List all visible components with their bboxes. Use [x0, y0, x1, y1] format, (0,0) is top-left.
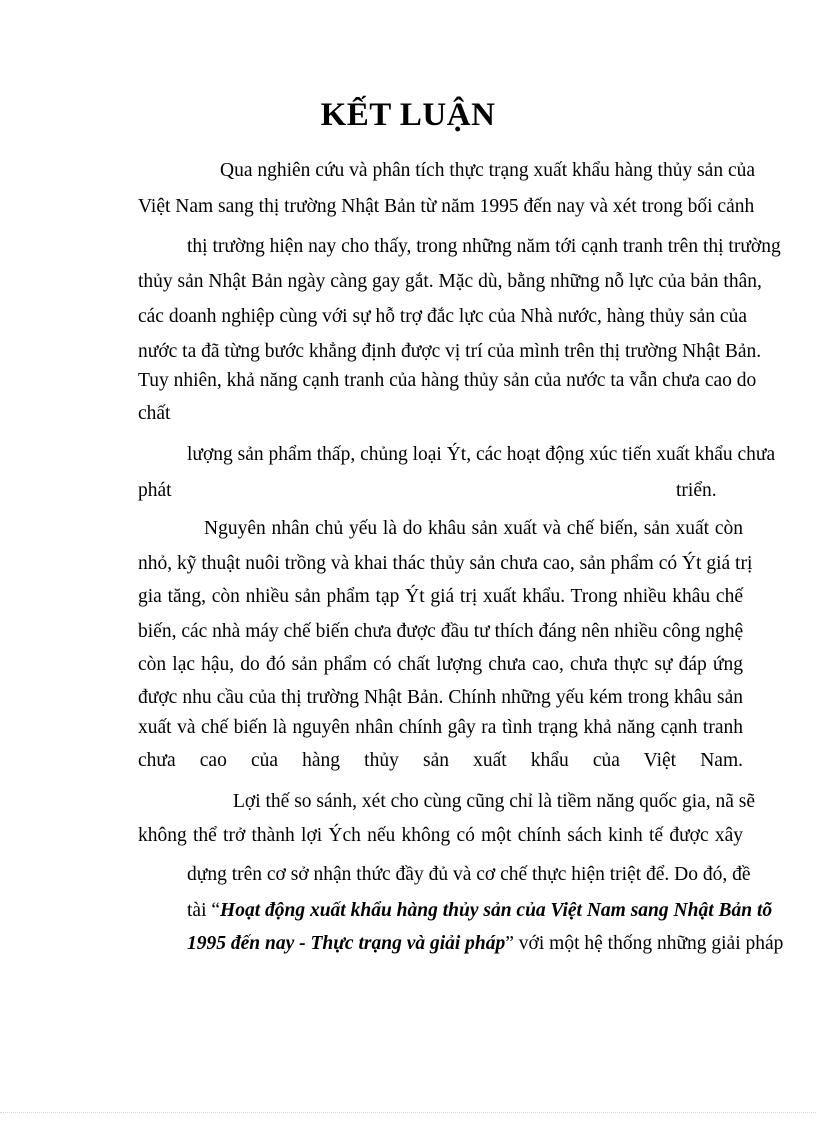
paragraph-1-line-3: thị trường hiện nay cho thấy, trong những năm tới cạnh tranh trên thị trường [187, 236, 781, 257]
paragraph-1-line-6: nước ta đã từng bước khẳng định được vị trí của mình trên thị trường Nhật Bản. [138, 341, 762, 362]
paragraph-2-line-6: được nhu cầu của thị trường Nhật Bản. Chính những yếu kém trong khâu sản [138, 687, 743, 708]
paragraph-3-line-1: Lợi thế so sánh, xét cho cùng cũng chỉ là tiềm năng quốc gia, nã sẽ [233, 791, 756, 812]
paragraph-1-line-7: Tuy nhiên, khả năng cạnh tranh của hàng thủy sản của nước ta vẫn chưa cao do [138, 370, 757, 391]
quote-close-text: ” với một hệ thống những giải pháp [505, 933, 784, 954]
page-title: KẾT LUẬN [320, 97, 496, 133]
paragraph-3-line-3: dựng trên cơ sở nhận thức đầy đủ và cơ chế thực hiện triệt để. Do đó, đề [187, 864, 751, 885]
paragraph-2-line-8: chưa cao của hàng thủy sản xuất khẩu của Việt Nam. [138, 750, 743, 771]
thesis-title-part-1: Hoạt động xuất khẩu hàng thủy sản của Việt Nam sang Nhật Bản tõ [220, 900, 773, 921]
paragraph-2-line-1: Nguyên nhân chủ yếu là do khâu sản xuất và chế biến, sản xuất còn [204, 518, 743, 539]
paragraph-3-line-5 [187, 930, 783, 958]
paragraph-1-line-8: chất [138, 403, 171, 424]
quote-open-text: tài “ [187, 900, 221, 921]
paragraph-2-line-7: xuất và chế biến là nguyên nhân chính gây ra tình trạng khả năng cạnh tranh [138, 717, 743, 738]
paragraph-1-line-1: Qua nghiên cứu và phân tích thực trạng xuất khẩu hàng thủy sản của [220, 160, 756, 181]
footer-rule [0, 1112, 816, 1113]
paragraph-2-line-5: còn lạc hậu, do đó sản phẩm có chất lượng chưa cao, chưa thực sự đáp ứng [138, 654, 743, 675]
paragraph-1-line-10-end: triển. [676, 480, 717, 501]
paragraph-3-line-2: không thể trở thành lợi Ých nếu không có một chính sách kinh tế được xây [138, 825, 743, 846]
paragraph-1-line-5: các doanh nghiệp cùng với sự hỗ trợ đắc lực của Nhà nước, hàng thủy sản của [138, 306, 747, 327]
paragraph-1-line-10-start: phát [138, 480, 172, 501]
paragraph-1-line-4: thủy sản Nhật Bản ngày càng gay gắt. Mặc dù, bằng những nỗ lực của bản thân, [138, 271, 762, 292]
paragraph-2-line-3: gia tăng, còn nhiều sản phẩm tạp Ýt giá trị xuất khẩu. Trong nhiều khâu chế [138, 586, 743, 607]
paragraph-3-line-4 [187, 897, 773, 925]
paragraph-2-line-2: nhỏ, kỹ thuật nuôi trồng và khai thác thủy sản chưa cao, sản phẩm có Ýt giá trị [138, 553, 753, 574]
paragraph-2-line-4: biến, các nhà máy chế biến chưa được đầu tư thích đáng nên nhiều công nghệ [138, 621, 744, 642]
paragraph-1-line-2: Việt Nam sang thị trường Nhật Bản từ năm 1995 đến nay và xét trong bối cảnh [138, 196, 755, 217]
paragraph-1-line-9: lượng sản phẩm thấp, chủng loại Ýt, các hoạt động xúc tiến xuất khẩu chưa [187, 444, 776, 465]
thesis-title-part-2: 1995 đến nay - Thực trạng và giải pháp [187, 933, 506, 954]
